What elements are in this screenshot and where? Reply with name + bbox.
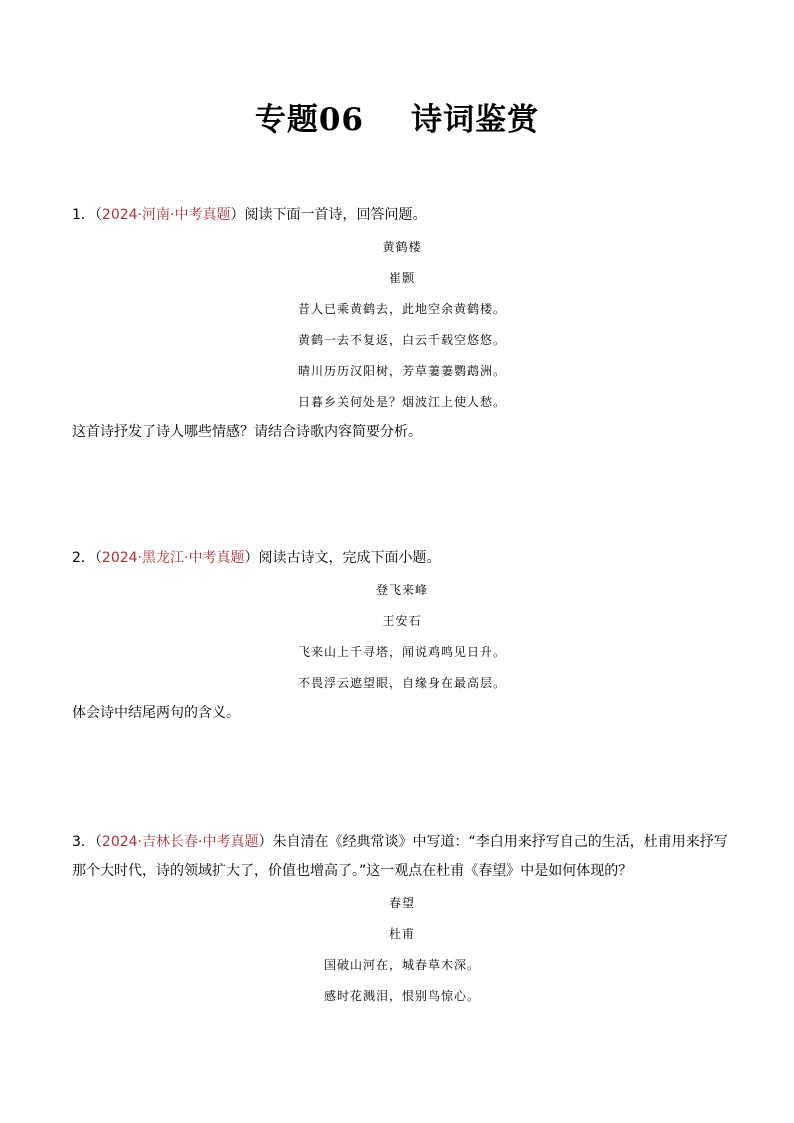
poem-line: 飞来山上千寻塔，闻说鸡鸣见日升。 — [297, 645, 506, 659]
poem-line: 感时花溅泪，恨别鸟惊心。 — [323, 989, 480, 1003]
question-number: 1． — [72, 207, 95, 223]
question-2-header: 2．（2024·黑龙江·中考真题）阅读古诗文，完成下面小题。 — [72, 550, 441, 566]
question-3 — [72, 828, 732, 1012]
question-text: 体会诗中结尾两句的含义。 — [72, 705, 240, 721]
poem-author: 崔颢 — [388, 271, 415, 285]
question-source: 2024·吉林长春·中考真题 — [101, 834, 259, 850]
question-prompt: 阅读古诗文，完成下面小题。 — [258, 550, 441, 566]
question-text: 这首诗抒发了诗人哪些情感？请结合诗歌内容简要分析。 — [72, 424, 422, 440]
poem-line: 晴川历历汉阳树，芳草萋萋鹦鹉洲。 — [297, 364, 506, 378]
poem-author: 王安石 — [382, 614, 422, 628]
question-3-header: 3．（2024·吉林长春·中考真题）朱自清在《经典常谈》中写道：“李白用来抒写自己的生活，杜甫用来抒写那个大时代，诗的领域扩大了，价值也增高了。”这一观点在杜甫《春望》中是如何体现的？ — [72, 834, 728, 879]
question-source: 2024·黑龙江·中考真题 — [101, 550, 245, 566]
poem-line: 不畏浮云遮望眼，自缘身在最高层。 — [297, 676, 506, 690]
question-number: 2． — [72, 550, 95, 566]
poem-author: 杜甫 — [388, 927, 415, 941]
poem-line: 国破山河在，城春草木深。 — [323, 958, 480, 972]
poem-line: 昔人已乘黄鹤去，此地空余黄鹤楼。 — [297, 302, 506, 316]
question-prompt: 朱自清在《经典常谈》中写道：“李白用来抒写自己的生活，杜甫用来抒写那个大时代，诗的领域扩大了，价值也增高了。”这一观点在杜甫《春望》中是如何体现的？ — [72, 834, 728, 879]
question-2 — [72, 545, 732, 727]
question-1-header: 1．（2024·河南·中考真题）阅读下面一首诗，回答问题。 — [72, 207, 427, 223]
question-number: 3． — [72, 834, 95, 850]
question-prompt: 阅读下面一首诗，回答问题。 — [244, 207, 427, 223]
question-source: 2024·河南·中考真题 — [101, 207, 231, 223]
poem-line: 黄鹤一去不复返，白云千载空悠悠。 — [297, 333, 506, 347]
question-1 — [72, 202, 732, 446]
page-title: 专题06 诗词鉴赏 — [254, 102, 540, 138]
poem-title: 春望 — [388, 896, 415, 910]
poem-title: 黄鹤楼 — [382, 240, 422, 254]
poem-line: 日暮乡关何处是？烟波江上使人愁。 — [297, 395, 506, 409]
poem-title: 登飞来峰 — [375, 583, 428, 597]
